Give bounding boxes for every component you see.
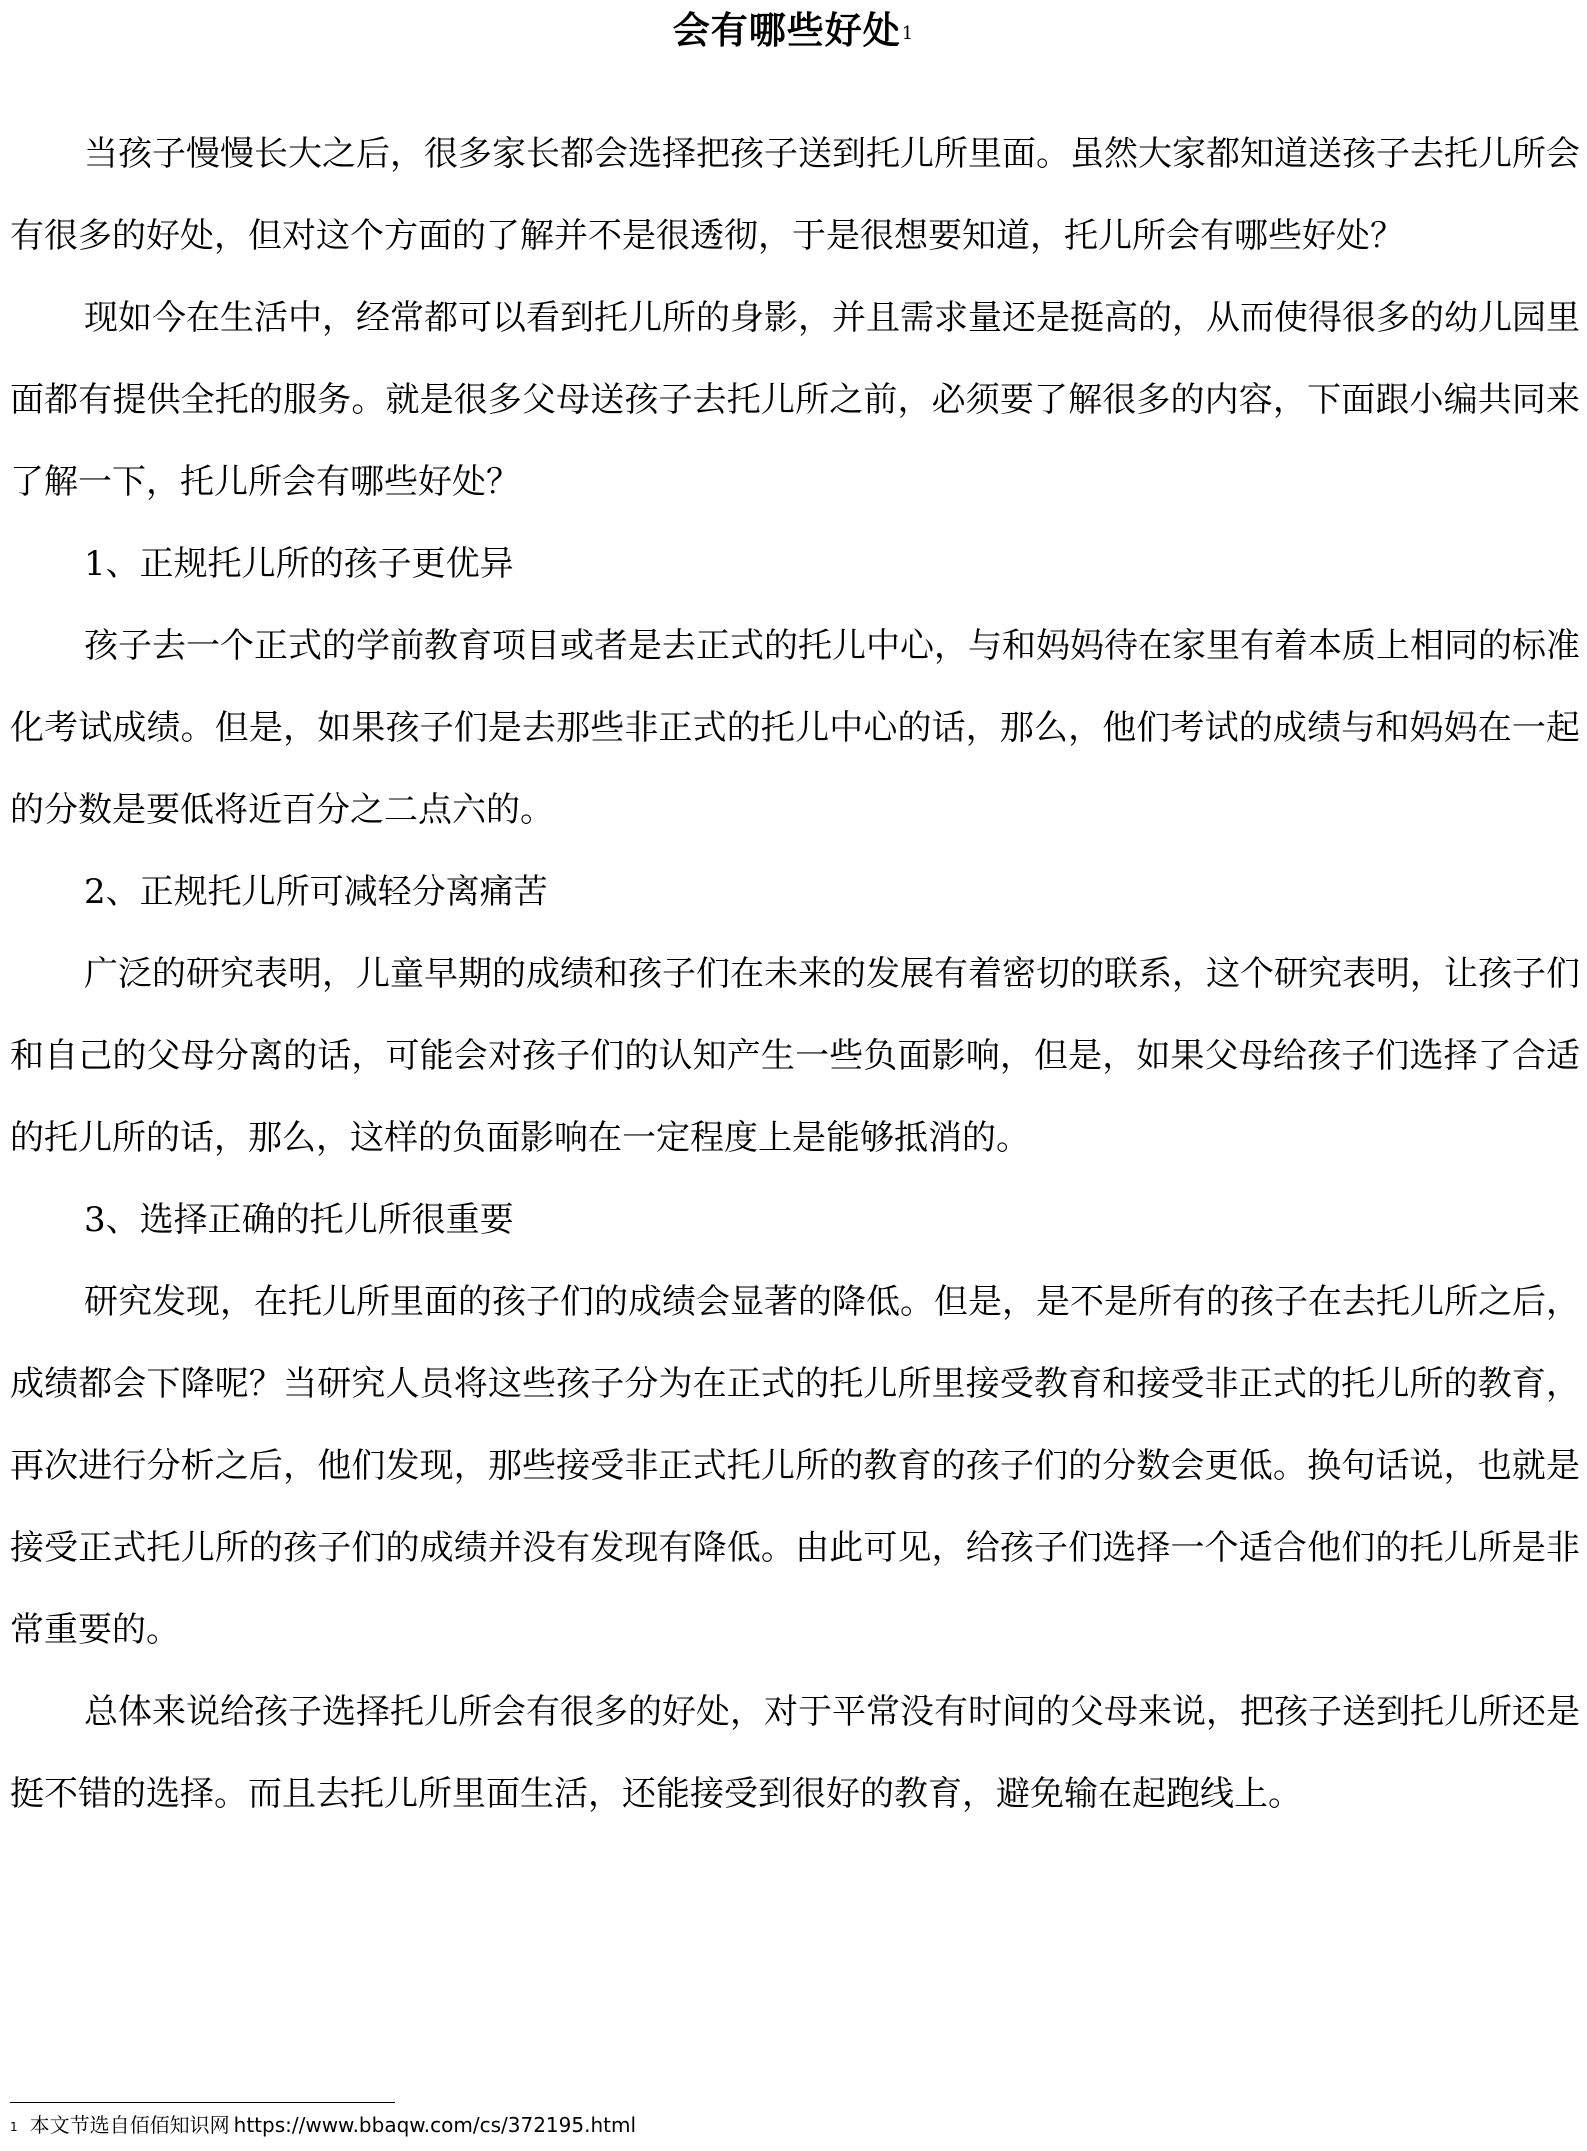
paragraph-section-2: 广泛的研究表明，儿童早期的成绩和孩子们在未来的发展有着密切的联系，这个研究表明，让孩子们和自己的父母分离的话，可能会对孩子们的认知产生一些负面影响，但是，如果父母给孩子们选择了合适的托儿所的话，那么，这样的负面影响在一定程度上是能够抵消的。 <box>10 954 1580 1158</box>
footnote-url: https://www.bbaqw.com/cs/372195.html <box>233 2113 637 2137</box>
footnote-divider <box>10 2102 395 2103</box>
paragraph-section-1: 孩子去一个正式的学前教育项目或者是去正式的托儿中心，与和妈妈待在家里有着本质上相同的标准化考试成绩。但是，如果孩子们是去那些非正式的托儿中心的话，那么，他们考试的成绩与和妈妈在一起的分数是要低将近百分之二点六的。 <box>10 626 1580 830</box>
paragraph-conclusion: 总体来说给孩子选择托儿所会有很多的好处，对于平常没有时间的父母来说，把孩子送到托儿所还是挺不错的选择。而且去托儿所里面生活，还能接受到很好的教育，避免输在起跑线上。 <box>10 1692 1580 1814</box>
paragraph-intro: 当孩子慢慢长大之后，很多家长都会选择把孩子送到托儿所里面。虽然大家都知道送孩子去托儿所会有很多的好处，但对这个方面的了解并不是很透彻，于是很想要知道，托儿所会有哪些好处？ <box>10 134 1580 256</box>
footnote <box>10 2110 636 2140</box>
page-title <box>0 4 1587 56</box>
title-text: 会有哪些好处 <box>672 8 901 52</box>
section-heading-1: 1、正规托儿所的孩子更优异 <box>84 544 514 584</box>
section-heading-2: 2、正规托儿所可减轻分离痛苦 <box>84 872 548 912</box>
paragraph-section-3: 研究发现，在托儿所里面的孩子们的成绩会显著的降低。但是，是不是所有的孩子在去托儿所之后，成绩都会下降呢？当研究人员将这些孩子分为在正式的托儿所里接受教育和接受非正式的托儿所的教育，再次进行分析之后，他们发现，那些接受非正式托儿所的教育的孩子们的分数会更低。换句话说，也就是接受正式托儿所的孩子们的成绩并没有发现有降低。由此可见，给孩子们选择一个适合他们的托儿所是非常重要的。 <box>10 1282 1580 1650</box>
footnote-mark: 1 <box>10 2120 18 2134</box>
paragraph-background: 现如今在生活中，经常都可以看到托儿所的身影，并且需求量还是挺高的，从而使得很多的幼儿园里面都有提供全托的服务。就是很多父母送孩子去托儿所之前，必须要了解很多的内容，下面跟小编共同来了解一下，托儿所会有哪些好处？ <box>10 298 1580 502</box>
footnote-text: 本文节选自佰佰知识网 <box>29 2113 230 2137</box>
article-body <box>10 113 1580 1835</box>
title-footnote-ref: 1 <box>901 23 915 44</box>
section-heading-3: 3、选择正确的托儿所很重要 <box>84 1200 514 1240</box>
